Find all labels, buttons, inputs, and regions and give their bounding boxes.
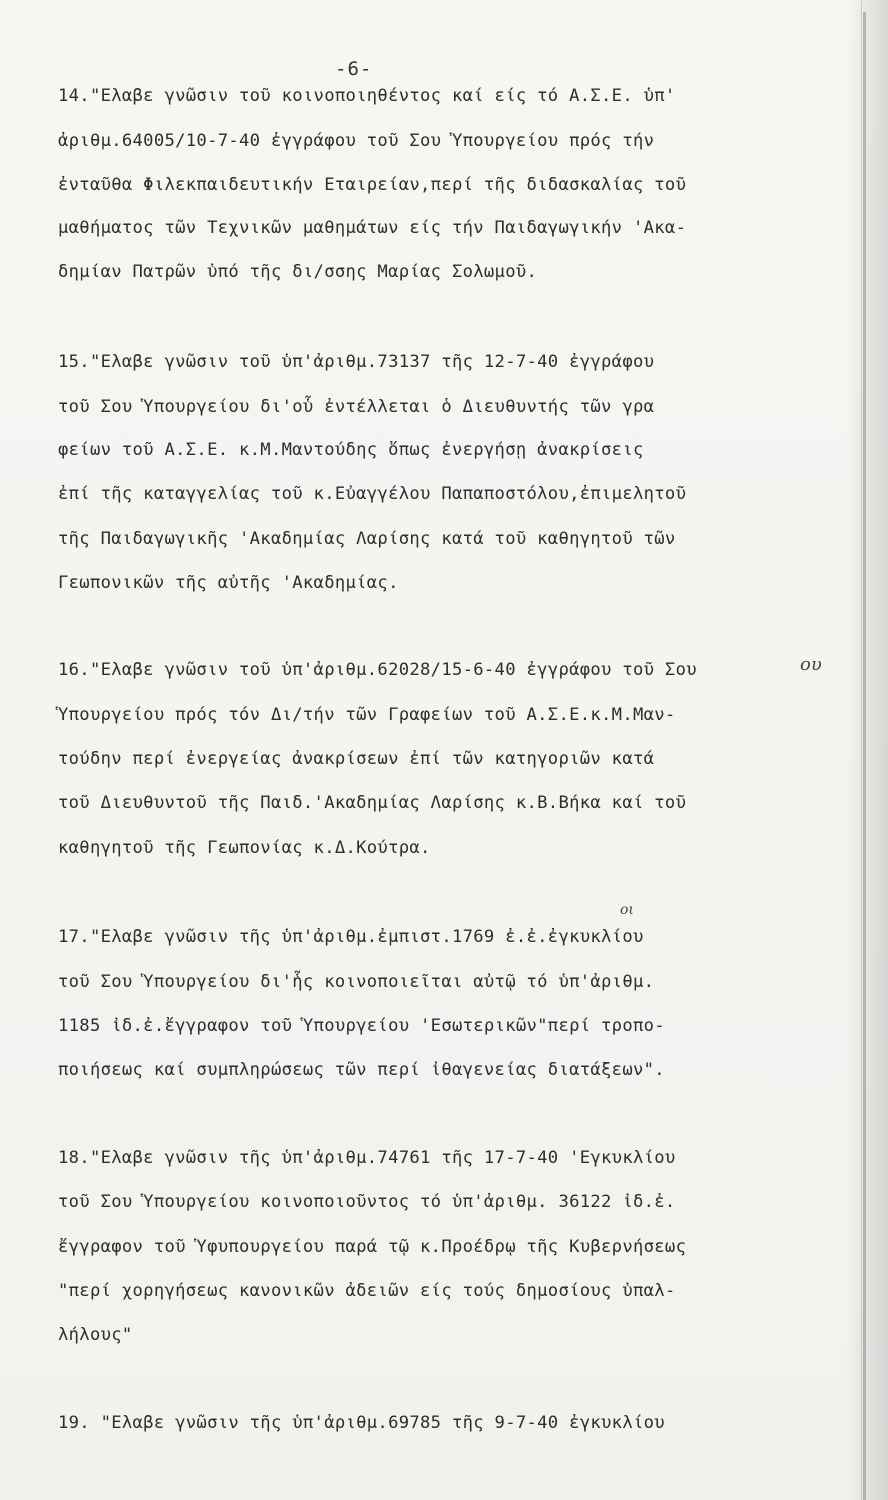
paragraph-14-line-4: μαθήματος τῶν Τεχνικῶν μαθημάτων είς τήν Παιδαγωγικήν 'Ακα- [58,218,687,238]
paragraph-15-line-1: 15."Ελαβε γνῶσιν τοῦ ὑπ'ἀριθμ.73137 τῆς 12-7-40 ἐγγράφου [58,352,655,372]
paragraph-15-line-5: τῆς Παιδαγωγικῆς 'Ακαδημίας Λαρίσης κατά τοῦ καθηγητοῦ τῶν [58,529,676,549]
paragraph-16-line-1: 16."Ελαβε γνῶσιν τοῦ ὑπ'ἀριθμ.62028/15-6-40 ἐγγράφου τοῦ Σου [58,660,697,680]
paragraph-16-line-3: τούδην περί ἐνεργείας ἀνακρίσεων ἐπί τῶν κατηγοριῶν κατά [58,749,655,769]
page-number: -6- [335,58,373,80]
paragraph-17-line-4: ποιήσεως καί συμπληρώσεως τῶν περί ἰθαγενείας διατάξεων". [58,1060,665,1080]
paragraph-17-line-1: 17."Ελαβε γνῶσιν τῆς ὑπ'ἀριθμ.ἐμπιστ.1769 ἐ.ἐ.ἐγκυκλίου [58,927,644,947]
paragraph-18-line-1: 18."Ελαβε γνῶσιν τῆς ὑπ'ἀριθμ.74761 τῆς 17-7-40 'Εγκυκλίου [58,1148,676,1168]
paragraph-18-line-2: τοῦ Σου Ὑπουργείου κοινοποιοῦντος τό ὑπ'ἀριθμ. 36122 ἰδ.ἐ. [58,1192,676,1212]
paragraph-15-line-3: φείων τοῦ Α.Σ.Ε. κ.Μ.Μαντούδης ὅπως ἐνεργήσῃ ἀνακρίσεις [58,440,644,460]
page-edge-line-secondary [861,0,862,1500]
paragraph-15-line-6: Γεωπονικῶν τῆς αὐτῆς 'Ακαδημίας. [58,573,399,593]
handwritten-insertion: οι [620,902,634,918]
paragraph-18-line-5: λήλους" [58,1325,133,1345]
paragraph-15-line-2: τοῦ Σου Ὑπουργείου δι'οὗ ἐντέλλεται ὁ Διευθυντής τῶν γρα [58,397,655,417]
paragraph-19-line-1: 19. "Ελαβε γνῶσιν τῆς ὑπ'ἀριθμ.69785 τῆς 9-7-40 ἐγκυκλίου [58,1413,665,1433]
paragraph-14-line-2: ἀριθμ.64005/10-7-40 ἐγγράφου τοῦ Σου Ὑπουργείου πρός τήν [58,131,655,151]
paragraph-15-line-4: ἐπί τῆς καταγγελίας τοῦ κ.Εὐαγγέλου Παπαποστόλου,ἐπιμελητοῦ [58,484,687,504]
paragraph-14-line-1: 14."Ελαβε γνῶσιν τοῦ κοινοποιηθέντος καί είς τό Α.Σ.Ε. ὑπ' [58,86,676,106]
paragraph-18-line-3: ἔγγραφον τοῦ Ὑφυπουργείου παρά τῷ κ.Προέδρῳ τῆς Κυβερνήσεως [58,1237,687,1257]
paragraph-17-line-3: 1185 ἰδ.ἐ.ἔγγραφον τοῦ Ὑπουργείου 'Εσωτερικῶν"περί τροπο- [58,1016,665,1036]
page-edge-shadow [846,0,888,1500]
paragraph-16-line-4: τοῦ Διευθυντοῦ τῆς Παιδ.'Ακαδημίας Λαρίσης κ.Β.Βήκα καί τοῦ [58,793,687,813]
paragraph-16-line-2: Ὑπουργείου πρός τόν Δι/τήν τῶν Γραφείων τοῦ Α.Σ.Ε.κ.Μ.Μαν- [58,705,676,725]
handwritten-correction: ου [800,654,822,675]
paragraph-18-line-4: "περί χορηγήσεως κανονικῶν ἀδειῶν είς τούς δημοσίους ὑπαλ- [58,1281,676,1301]
paragraph-16-line-5: καθηγητοῦ τῆς Γεωπονίας κ.Δ.Κούτρα. [58,838,431,858]
paragraph-14-line-3: ἐνταῦθα Φιλεκπαιδευτικήν Εταιρείαν,περί τῆς διδασκαλίας τοῦ [58,175,687,195]
paragraph-14-line-5: δημίαν Πατρῶν ὑπό τῆς δι/σσης Μαρίας Σολωμοῦ. [58,262,538,282]
page-edge-line [863,12,866,1500]
paragraph-17-line-2: τοῦ Σου Ὑπουργείου δι'ἧς κοινοποιεῖται αὐτῷ τό ὑπ'ἀριθμ. [58,972,655,992]
